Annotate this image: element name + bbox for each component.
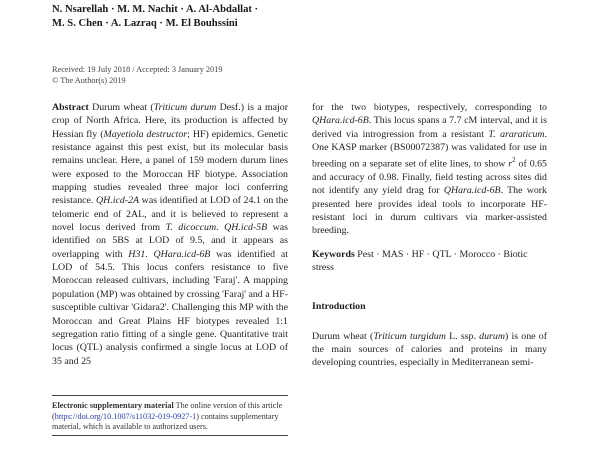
publication-dates <box>52 64 312 86</box>
introduction-heading: Introduction <box>312 301 366 313</box>
abstract-body-left <box>52 102 288 367</box>
text-run: 2 <box>512 156 516 165</box>
introduction-body <box>312 330 547 370</box>
text-run: ; HF) epidemics. Genetic resistance against this pest exist, but its molecular basis remains unclear. Here, a panel of 159 modern durum lines were exposed to the Moroccan HF biotype. Association mapping studies revealed three major loci conferring resistance. <box>52 128 288 207</box>
text-run: of 0.65 and accuracy of 0.98. Finally, field testing across sites did not identify any yield drag for <box>312 158 547 197</box>
italic-term: H31 <box>128 248 146 260</box>
text-run: Desf.) is a major crop of North Africa. Here, its production is affected by Hessian fly ( <box>52 102 289 140</box>
italic-term: QH.icd-2A <box>96 195 140 207</box>
text-run: was identified at LOD of 24.1 on the telomeric end of 2AL, and it is believed to represent a novel locus derived from <box>52 195 288 234</box>
esm-text: The online version of this article ( <box>52 401 283 421</box>
italic-term: QH.icd-5B <box>224 222 268 234</box>
italic-term: Triticum turgidum <box>373 330 446 342</box>
italic-term: Triticum durum <box>153 102 217 113</box>
keywords <box>312 248 547 275</box>
abstract-paragraph <box>52 101 288 368</box>
italic-term: T. araraticum <box>488 128 545 140</box>
text-run: . The work presented here provides ideal tools to incorporate HF-resistant loci in durum cultivars via marker-assisted breeding. <box>312 185 547 237</box>
text-run: was identified on 5BS at LOD of 9.5, and it appears as overlapping with <box>52 222 289 260</box>
doi-link[interactable]: https://doi.org/10.1007/s11032-019-0927-1 <box>54 411 197 421</box>
text-run: ) is one of the main sources of calories and proteins in many developing countries, especially in Mediterranean semi- <box>312 330 548 369</box>
right-column <box>312 101 547 370</box>
esm-top-divider <box>52 395 288 396</box>
text-run: . One KASP marker (BS00072387) was validated for use in breeding on a separate set of elite lines, to show <box>312 128 547 170</box>
text-run: Durum wheat ( <box>312 330 374 342</box>
supplementary-material-note <box>52 401 288 433</box>
italic-term: QHara.icd-6B <box>153 248 211 260</box>
abstract-continuation <box>312 101 547 238</box>
text-run: Durum wheat ( <box>88 102 154 113</box>
keywords-list: Pest · MAS · HF · QTL · Morocco · Biotic stress <box>312 248 528 274</box>
text-run: . <box>145 248 154 260</box>
text-run: was identified at LOD of 54.5. This locus confers resistance to five Moroccan released cultivars, including 'Faraj'. A mapping population (MP) was obtained by crossing 'Faraj' and a HF-susceptible cultivar 'Gidara2'. Challenging this MP with the Moroccan and Great Plains HF biotypes revealed 1:1 segregation ratio fitting of a single gene. Quantitative trait locus (QTL) analysis confirmed a single locus at LOD of 35 and 25 <box>52 248 288 367</box>
italic-term: Mayetiola destructor <box>103 128 188 140</box>
keywords-heading: Keywords <box>312 248 355 260</box>
text-run: . This locus spans a 7.7 cM interval, and it is derived via introgression from a resistant <box>312 115 547 140</box>
text-run: L. ssp. <box>445 330 480 342</box>
italic-term: durum <box>479 330 505 342</box>
esm-heading: Electronic supplementary material <box>52 401 174 410</box>
author-line-1: N. Nsarellah · M. M. Nachit · A. Al-Abdallat · <box>52 4 259 15</box>
esm-bottom-divider <box>52 435 288 436</box>
italic-term: QHara.icd-6B <box>312 115 369 127</box>
received-accepted: Received: 19 July 2018 / Accepted: 3 January 2019 <box>52 65 223 74</box>
text-run: . <box>216 222 225 234</box>
italic-term: T. dicoccum <box>165 222 217 234</box>
italic-term: QHara.icd-6B <box>443 185 501 197</box>
copyright-notice: © The Author(s) 2019 <box>52 76 126 85</box>
author-line-2: M. S. Chen · A. Lazraq · M. El Bouhssini <box>52 17 238 29</box>
author-list <box>52 3 312 30</box>
italic-term: r <box>508 158 513 170</box>
esm-text-end: ) contains supplementary material, which is available to authorized users. <box>52 411 279 432</box>
text-run: for the two biotypes, respectively, corresponding to <box>312 102 547 113</box>
left-column <box>52 101 288 368</box>
abstract-heading: Abstract <box>52 102 89 113</box>
